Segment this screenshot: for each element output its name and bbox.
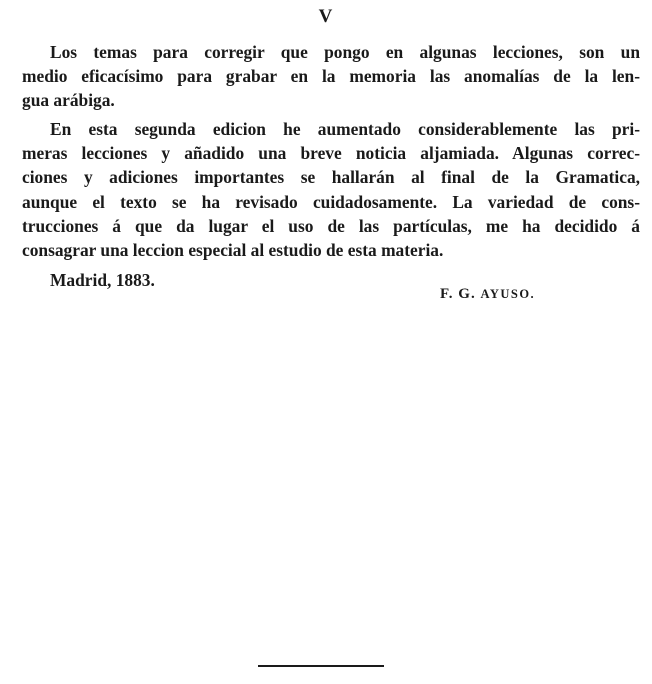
text-line: meras lecciones y añadido una breve noticia aljamiada. Algunas correc- [22,143,640,164]
dateline: Madrid, 1883. [50,269,155,290]
text-line: medio eficacísimo para grabar en la memoria las anomalías de la len- [22,66,640,87]
text-line: En esta segunda edicion he aumentado considerablemente las pri- [50,119,640,140]
paragraph-2 [22,117,640,262]
body-text [22,40,640,292]
signature [440,286,535,303]
text-line: gua arábiga. [22,90,115,111]
footer-rule [258,665,384,667]
page-number: V [318,6,334,27]
text-line: Los temas para corregir que pongo en algunas lecciones, son un [50,42,640,62]
signature-initials: F. G. [440,286,476,302]
text-line: consagrar una leccion especial al estudio de esta materia. [22,239,444,260]
paragraph-1 [22,40,640,112]
signature-surname: AYUSO. [480,287,536,301]
text-line: ciones y adiciones importantes se hallarán al final de la Gramatica, [22,167,640,188]
text-line: trucciones á que da lugar el uso de las partículas, me ha decidido á [22,215,640,236]
text-line: aunque el texto se ha revisado cuidadosamente. La variedad de cons- [22,191,640,212]
